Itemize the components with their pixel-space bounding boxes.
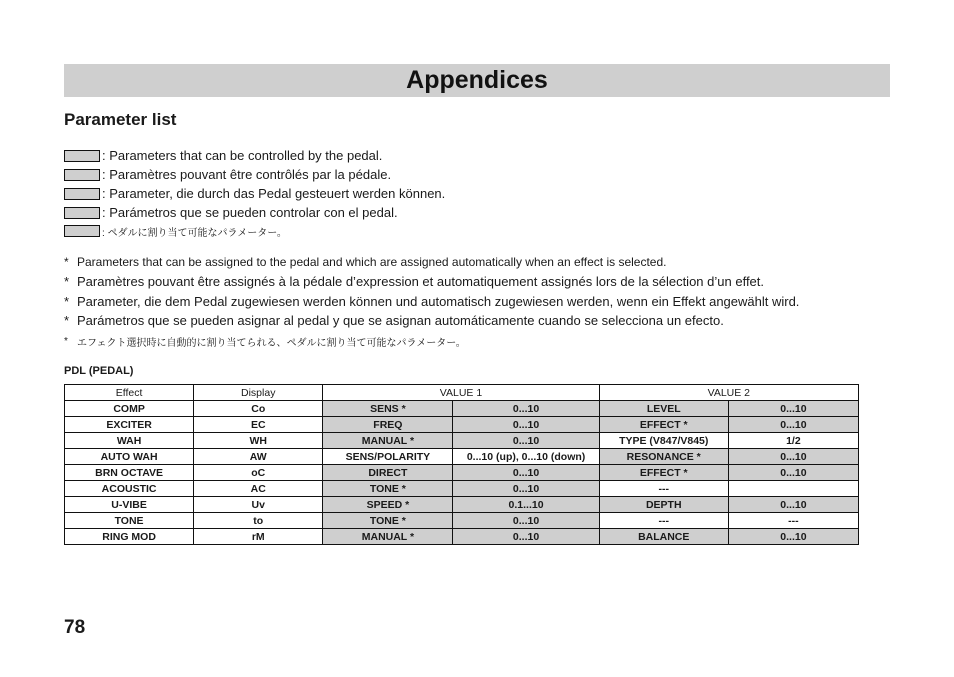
note-text: エフェクト選択時に自動的に割り当てられる、ペダルに割り当て可能なパラメーター。	[77, 338, 466, 350]
header-display: Display	[194, 385, 323, 401]
effect-cell: U-VIBE	[65, 497, 194, 513]
section-title: Parameter list	[64, 110, 177, 129]
header-effect: Effect	[65, 385, 194, 401]
shaded-swatch	[64, 225, 100, 237]
page-title: Appendices	[406, 66, 548, 94]
shaded-swatch	[64, 188, 100, 200]
value1-param-cell: SPEED *	[323, 497, 453, 513]
value2-param-cell: EFFECT *	[599, 417, 728, 433]
notes	[64, 252, 884, 353]
legend-item	[64, 203, 445, 222]
value1-range-cell: 0...10	[453, 433, 599, 449]
value1-range-cell: 0.1...10	[453, 497, 599, 513]
header-value2: VALUE 2	[599, 385, 858, 401]
value1-param-cell: MANUAL *	[323, 529, 453, 545]
effect-cell: TONE	[65, 513, 194, 529]
display-cell: EC	[194, 417, 323, 433]
value1-range-cell: 0...10	[453, 417, 599, 433]
value2-param-cell: DEPTH	[599, 497, 728, 513]
legend-item	[64, 184, 445, 203]
value2-param-cell: EFFECT *	[599, 465, 728, 481]
legend	[64, 146, 445, 240]
value2-range-cell: 1/2	[728, 433, 858, 449]
value2-range-cell: 0...10	[728, 417, 858, 433]
value2-param-cell: BALANCE	[599, 529, 728, 545]
note	[64, 272, 884, 292]
effect-cell: COMP	[65, 401, 194, 417]
asterisk: *	[64, 254, 69, 269]
value1-param-cell: MANUAL *	[323, 433, 453, 449]
value1-range-cell: 0...10	[453, 529, 599, 545]
effect-cell: EXCITER	[65, 417, 194, 433]
value2-range-cell: 0...10	[728, 449, 858, 465]
display-cell: AC	[194, 481, 323, 497]
page-number: 78	[64, 617, 86, 638]
value1-param-cell: TONE *	[323, 513, 453, 529]
value1-param-cell: SENS/POLARITY	[323, 449, 453, 465]
note-text: Parameters that can be assigned to the pedal and which are assigned automatically when an effect is selected.	[77, 254, 667, 269]
value2-param-cell: ---	[599, 513, 728, 529]
value1-range-cell: 0...10	[453, 513, 599, 529]
note	[64, 252, 884, 272]
note	[64, 311, 884, 331]
legend-text: : Paramètres pouvant être contrôlés par la pédale.	[102, 167, 392, 182]
display-cell: AW	[194, 449, 323, 465]
legend-text: : ペダルに割り当て可能なパラメーター。	[102, 227, 287, 239]
effect-cell: RING MOD	[65, 529, 194, 545]
effect-cell: WAH	[65, 433, 194, 449]
table-row	[65, 529, 859, 545]
value2-range-cell: 0...10	[728, 401, 858, 417]
note	[64, 331, 884, 353]
table-row	[65, 497, 859, 513]
value1-range-cell: 0...10	[453, 401, 599, 417]
value1-range-cell: 0...10 (up), 0...10 (down)	[453, 449, 599, 465]
asterisk: *	[64, 313, 70, 329]
value2-range-cell: 0...10	[728, 497, 858, 513]
value1-param-cell: SENS *	[323, 401, 453, 417]
parameter-table	[64, 384, 859, 545]
appendices-banner	[64, 64, 890, 97]
effect-cell: ACOUSTIC	[65, 481, 194, 497]
table-row	[65, 401, 859, 417]
note-text: Paramètres pouvant être assignés à la pédale d’expression et automatiquement assignés lors de la sélection d’un effet.	[77, 274, 765, 290]
table-body	[65, 401, 859, 545]
shaded-swatch	[64, 207, 100, 219]
note	[64, 291, 884, 311]
value2-range-cell: 0...10	[728, 465, 858, 481]
table-row	[65, 449, 859, 465]
shaded-swatch	[64, 169, 100, 181]
value2-range-cell: 0...10	[728, 529, 858, 545]
table-header-row	[65, 385, 859, 401]
value2-param-cell: ---	[599, 481, 728, 497]
legend-text: : Parámetros que se pueden controlar con el pedal.	[102, 205, 398, 220]
legend-item	[64, 222, 445, 240]
legend-item	[64, 146, 445, 165]
note-text: Parameter, die dem Pedal zugewiesen werden können und automatisch zugewiesen werden, wenn ein Effekt angewählt wird.	[77, 293, 800, 309]
asterisk: *	[64, 336, 68, 348]
table-row	[65, 465, 859, 481]
legend-text: : Parameters that can be controlled by the pedal.	[102, 148, 383, 163]
display-cell: to	[194, 513, 323, 529]
shaded-swatch	[64, 150, 100, 162]
display-cell: Uv	[194, 497, 323, 513]
legend-text: : Parameter, die durch das Pedal gesteuert werden können.	[102, 186, 446, 201]
value1-range-cell: 0...10	[453, 481, 599, 497]
value1-param-cell: TONE *	[323, 481, 453, 497]
table-row	[65, 481, 859, 497]
value1-param-cell: DIRECT	[323, 465, 453, 481]
effect-cell: AUTO WAH	[65, 449, 194, 465]
value2-param-cell: RESONANCE *	[599, 449, 728, 465]
table-row	[65, 417, 859, 433]
value1-range-cell: 0...10	[453, 465, 599, 481]
table-row	[65, 513, 859, 529]
table-title: PDL (PEDAL)	[64, 365, 134, 377]
table-row	[65, 433, 859, 449]
note-text: Parámetros que se pueden asignar al pedal y que se asignan automáticamente cuando se selecciona un efecto.	[77, 313, 724, 329]
display-cell: rM	[194, 529, 323, 545]
value2-range-cell: ---	[728, 513, 858, 529]
display-cell: Co	[194, 401, 323, 417]
value1-param-cell: FREQ	[323, 417, 453, 433]
display-cell: oC	[194, 465, 323, 481]
value2-range-cell	[728, 481, 858, 497]
display-cell: WH	[194, 433, 323, 449]
header-value1: VALUE 1	[323, 385, 599, 401]
legend-item	[64, 165, 445, 184]
effect-cell: BRN OCTAVE	[65, 465, 194, 481]
asterisk: *	[64, 293, 70, 309]
value2-param-cell: LEVEL	[599, 401, 728, 417]
value2-param-cell: TYPE (V847/V845)	[599, 433, 728, 449]
asterisk: *	[64, 274, 70, 290]
